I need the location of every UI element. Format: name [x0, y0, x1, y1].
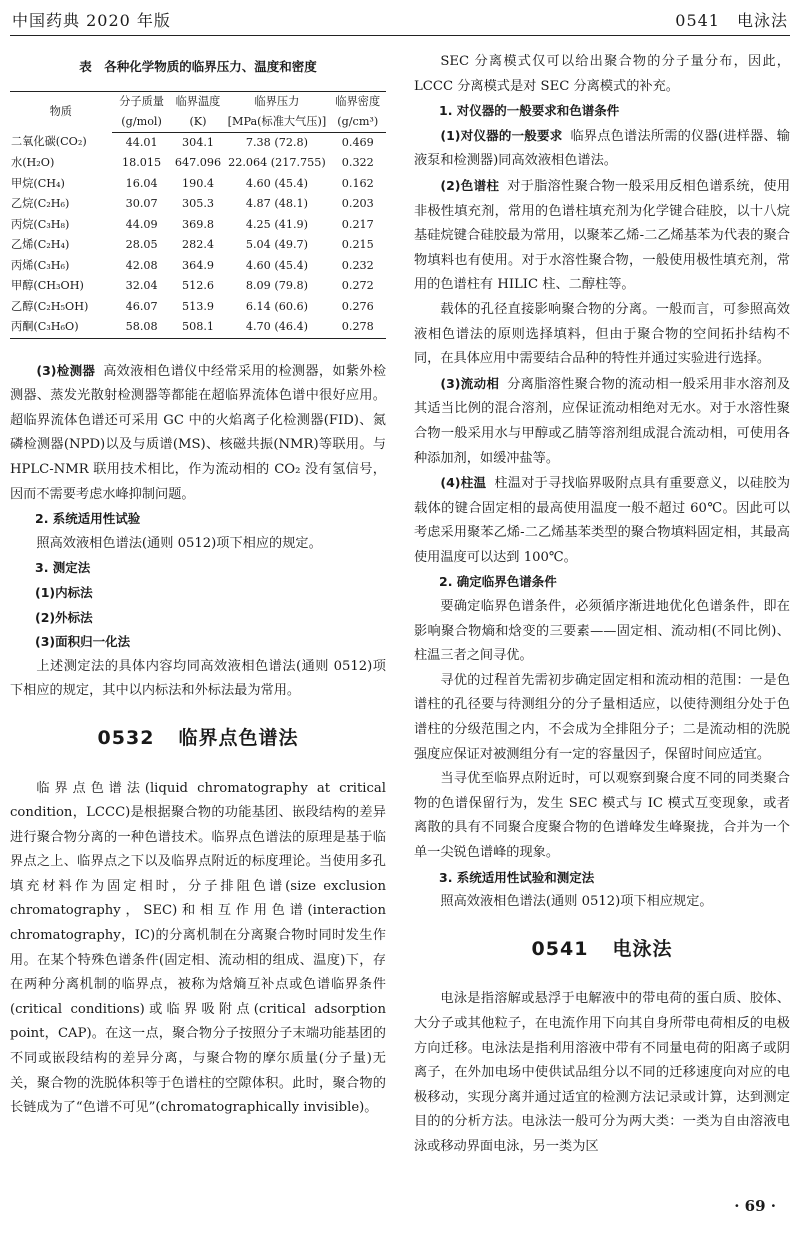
heading-critical-conditions: 2. 确定临界色谱条件 [439, 574, 557, 590]
cell-density: 0.162 [341, 176, 374, 190]
table-header-row [10, 91, 386, 112]
electrophoresis-paragraph: 电泳是指溶解或悬浮于电解液中的带电荷的蛋白质、胶体、大分子或其他粒子，在电流作用下向其自身所带电荷相反的电极方向迁移。电泳法是指利用溶液中带有不同量电荷的阳离子或阴离子，在外加电场中使供试品组分以不同的迁移速度向对应的电极移动，实现分离并通过适宜的检测方法记录或计算，达到测定目的的分析方法。电泳法一般可分为两大类：一类为自由溶液电泳或移动界面电泳，另一类为区 [414, 991, 790, 1154]
cell-temp: 190.4 [181, 176, 214, 190]
cell-mass: 16.04 [125, 176, 158, 190]
detector-lead: (3)检测器 [36, 362, 96, 378]
col-header-substance: 物质 [10, 91, 112, 132]
section-name-0541: 电泳法 [612, 937, 673, 960]
mobile-phase-text: 分离脂溶性聚合物的流动相一般采用非水溶剂及其适当比例的混合溶剂，应保证流动相绝对无水。对于水溶性聚合物一般采用水与甲醇或乙腈等溶剂组成混合流动相，可使用各种添加剂，如缓冲盐等。 [414, 376, 791, 466]
cell-name: 甲烷(CH₄) [11, 176, 65, 190]
section-title-0532 [10, 726, 386, 751]
cell-name: 甲醇(CH₃OH) [11, 279, 84, 293]
table-row [10, 153, 386, 174]
cell-pressure: 4.25 (41.9) [245, 217, 308, 231]
page-number: · 69 · [734, 1197, 776, 1215]
cell-pressure: 8.09 (79.8) [245, 279, 308, 293]
cell-mass: 30.07 [125, 197, 158, 211]
cell-density: 0.217 [341, 217, 374, 231]
table-caption: 表 各种化学物质的临界压力、温度和密度 [79, 59, 317, 74]
running-header [12, 9, 788, 31]
instrument-paragraph [414, 124, 790, 174]
header-rule [10, 35, 790, 36]
cell-pressure: 7.38 (72.8) [245, 135, 308, 149]
cell-temp: 508.1 [172, 317, 225, 338]
cell-temp: 364.9 [181, 258, 214, 272]
cell-pressure: 4.87 (48.1) [245, 197, 308, 211]
unit-density: (g/cm³) [330, 112, 386, 133]
cell-pressure: 4.70 (46.4) [224, 317, 329, 338]
column-text: 对于脂溶性聚合物一般采用反相色谱系统，使用非极性填充剂，常用的色谱柱填充剂为化学键合硅胶，以十八烷基硅烷键合硅胶最为常用，以聚苯乙烯-二乙烯基苯为代表的聚合物填料也有使用。对于水溶性聚合物，一般使用极性填充剂，常用的色谱柱有 HILIC 柱、二醇柱等。 [414, 178, 791, 293]
heading-suitability-assay: 3. 系统适用性试验和测定法 [439, 869, 595, 885]
cell-name: 丙烯(C₃H₆) [11, 258, 70, 272]
cell-name: 丙烷(C₃H₈) [11, 217, 70, 231]
cell-mass: 18.015 [122, 156, 162, 170]
col-header-pressure: 临界压力 [224, 91, 329, 112]
detector-paragraph [10, 359, 386, 508]
right-column [414, 50, 790, 1160]
method-area-normalization: (3)面积归一化法 [35, 634, 131, 650]
cell-temp: 647.096 [174, 156, 222, 170]
cell-pressure: 5.04 (49.7) [245, 238, 308, 252]
col-header-temp: 临界温度 [172, 91, 225, 112]
cell-pressure: 4.60 (45.4) [245, 176, 308, 190]
cell-pressure: 6.14 (60.6) [245, 299, 308, 313]
mobile-phase-lead: (3)流动相 [440, 375, 500, 391]
method-external-standard: (2)外标法 [35, 609, 93, 625]
lccc-intro-paragraph: 临界点色谱法(liquid chromatography at critical condition，LCCC)是根据聚合物的功能基团、嵌段结构的差异进行聚合物分离的一种色谱技术。临界点色谱法的原理是基于临界点之上、临界点之下以及临界点附近的标度理论。当使用多孔填充材料作为固定相时，分子排阻色谱(size exclusion chromatography，SEC)和相互作用色谱(interaction chromatography，IC)的分离机制在分离聚合物时同时发生作用。在某个特殊色谱条件(固定相、流动相的组成、温度)下，存在两种分离机制的临界点，被称为焓熵互补点或色谱临界条件(critical conditions)或临界吸附点(critical adsorption point，CAP)。在这一点，聚合物分子按照分子末端功能基团的不同或嵌段结构的差异分离，与聚合物的摩尔质量(分子量)无关，聚合物的洗脱体积等于色谱柱的空隙体积。此时，聚合物的长链成为了“色谱不可见”(chromatographically invisible)。 [10, 780, 386, 1116]
table-row [10, 256, 386, 277]
section-name: 临界点色谱法 [178, 726, 299, 749]
optimization-paragraph: 寻优的过程首先需初步确定固定相和流动相的范围：一是色谱柱的孔径要与待测组分的分子量相适应，以使待测组分处于色谱柱的分级范围之内，不会成为全排阻分子；二是流动相的洗脱强度应保证对被测组分有一定的容量因子，保留时间应适宜。 [414, 672, 790, 762]
section-number-0541: 0541 [531, 937, 589, 960]
cell-density: 0.203 [341, 197, 374, 211]
cell-mass: 44.01 [125, 135, 158, 149]
instrument-text: 临界点色谱法所需的仪器(进样器、输液泵和检测器)同高效液相色谱法。 [414, 128, 790, 169]
cell-name: 丙酮(C₃H₆O) [10, 317, 112, 338]
cell-pressure: 4.60 (45.4) [245, 258, 308, 272]
cell-density: 0.469 [341, 135, 374, 149]
column-paragraph [414, 174, 790, 298]
cell-temp: 282.4 [181, 238, 214, 252]
heading-instrument-requirements: 1. 对仪器的一般要求和色谱条件 [439, 103, 620, 119]
method-internal-standard: (1)内标法 [35, 584, 93, 600]
cell-density: 0.322 [341, 156, 374, 170]
section-title-0541 [414, 937, 790, 962]
cell-density: 0.272 [341, 279, 374, 293]
cell-mass: 32.04 [125, 279, 158, 293]
cell-mass: 42.08 [125, 258, 158, 272]
cell-mass: 28.05 [125, 238, 158, 252]
cell-temp: 513.9 [181, 299, 214, 313]
system-suitability-text: 照高效液相色谱法(通则 0512)项下相应的规定。 [36, 535, 322, 551]
conditions-paragraph: 要确定临界色谱条件，必须循序渐进地优化色谱条件，即在影响聚合物熵和焓变的三要素——固定相、流动相(不同比例)、柱温三者之间寻优。 [414, 599, 790, 664]
cell-name: 二氧化碳(CO₂) [11, 135, 87, 149]
heading-assay: 3. 测定法 [35, 560, 91, 576]
table-row [10, 132, 386, 153]
cell-temp: 304.1 [181, 135, 214, 149]
cell-density: 0.232 [341, 258, 374, 272]
cell-name: 乙烷(C₂H₆) [11, 197, 70, 211]
mobile-phase-paragraph [414, 372, 790, 471]
instrument-lead: (1)对仪器的一般要求 [440, 127, 563, 143]
sec-complement-paragraph: SEC 分离模式仅可以给出聚合物的分子量分布，因此，LCCC 分离模式是对 SEC 分离模式的补充。 [414, 54, 790, 94]
cell-temp: 369.8 [181, 217, 214, 231]
table-row [10, 174, 386, 195]
column-lead: (2)色谱柱 [440, 177, 500, 193]
assay-text: 上述测定法的具体内容均同高效液相色谱法(通则 0512)项下相应的规定，其中以内标法和外标法最为常用。 [10, 658, 386, 699]
cell-density: 0.278 [330, 317, 386, 338]
cell-name: 水(H₂O) [11, 156, 55, 170]
table-row [10, 215, 386, 236]
column-temp-lead: (4)柱温 [440, 475, 487, 491]
cell-density: 0.215 [341, 238, 374, 252]
critical-properties-table [10, 91, 386, 339]
column-temp-text: 柱温对于寻找临界吸附点具有重要意义，以硅胶为载体的键合固定相的最高使用温度一般不超过 60℃。因此可以考虑采用聚苯乙烯-二乙烯基苯类型的聚合物填料固定相，其最高使用温度可以达到 100℃。 [414, 476, 790, 565]
cell-density: 0.276 [341, 299, 374, 313]
col-header-mass: 分子质量 [112, 91, 172, 112]
cell-temp: 305.3 [181, 197, 214, 211]
section-number: 0532 [97, 726, 155, 749]
cell-temp: 512.6 [181, 279, 214, 293]
unit-mass: (g/mol) [112, 112, 172, 133]
table-row [10, 276, 386, 297]
suitability-assay-text: 照高效液相色谱法(通则 0512)项下相应规定。 [440, 894, 713, 910]
cell-mass: 46.07 [125, 299, 158, 313]
detector-text: 高效液相色谱仪中经常采用的检测器，如紫外检测器、蒸发光散射检测器等都能在超临界流体色谱中很好应用。超临界流体色谱还可采用 GC 中的火焰离子化检测器(FID)、氮磷检测器(NPD)以及与质谱(MS)、核磁共振(NMR)等联用。与 HPLC-NMR 联用技术相比，作为流动相的 CO₂ 没有氢信号，因而不需要考虑水峰抑制问题。 [10, 363, 387, 502]
column-temp-paragraph [414, 471, 790, 570]
header-left: 中国药典 2020 年版 [12, 11, 171, 30]
near-critical-paragraph: 当寻优至临界点附近时，可以观察到聚合度不同的同类聚合物的色谱保留行为，发生 SEC 模式与 IC 模式互变现象，或者离散的具有不同聚合度聚合物的色谱峰发生峰聚拢，合并为一个单一尖锐色谱峰的现象。 [414, 771, 790, 860]
cell-name: 乙烯(C₂H₄) [11, 238, 70, 252]
cell-name: 乙醇(C₂H₅OH) [11, 299, 89, 313]
cell-pressure: 22.064 (217.755) [228, 156, 326, 170]
table-row [10, 297, 386, 318]
cell-mass: 58.08 [112, 317, 172, 338]
col-header-density: 临界密度 [330, 91, 386, 112]
table-row [10, 317, 386, 338]
table-row [10, 194, 386, 215]
left-column [10, 50, 386, 1121]
cell-mass: 44.09 [125, 217, 158, 231]
unit-pressure: [MPa(标准大气压)] [224, 112, 329, 133]
table-body [10, 132, 386, 338]
header-right: 0541 电泳法 [675, 11, 788, 30]
table-row [10, 235, 386, 256]
unit-temp: (K) [172, 112, 225, 133]
heading-system-suitability: 2. 系统适用性试验 [35, 511, 141, 527]
pore-paragraph: 载体的孔径直接影响聚合物的分离。一般而言，可参照高效液相色谱法的原则选择填料，但由于聚合物的空间拓扑结构不同，在具体应用中需要结合品种的特性并通过实验进行选择。 [414, 301, 790, 367]
